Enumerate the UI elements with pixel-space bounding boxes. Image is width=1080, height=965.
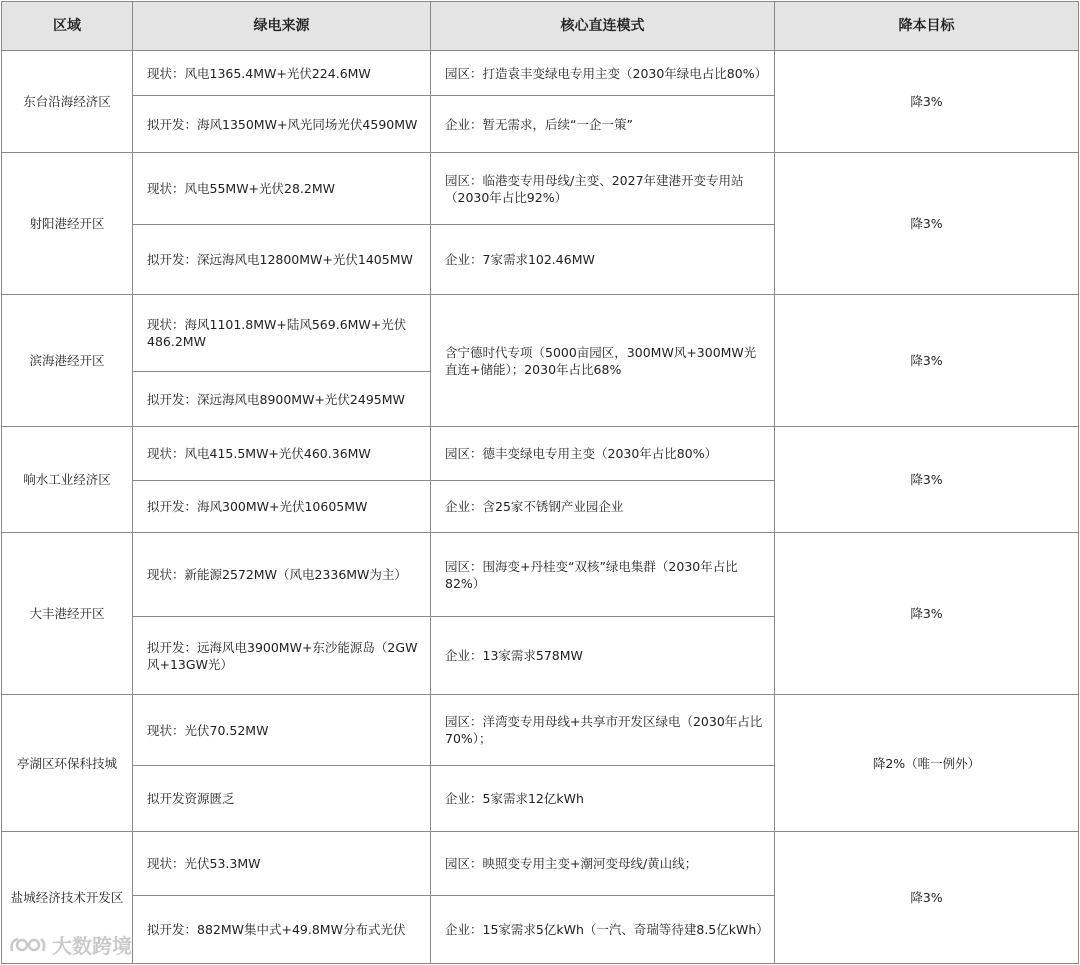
planned-source-cell: 拟开发：海风300MW+光伏10605MW xyxy=(133,481,431,533)
table-row xyxy=(2,153,1079,225)
table-row xyxy=(2,427,1079,481)
current-source-cell: 现状：新能源2572MW（风电2336MW为主） xyxy=(133,533,431,617)
header-source: 绿电来源 xyxy=(133,2,431,51)
current-source-cell: 现状：光伏70.52MW xyxy=(133,695,431,766)
goal-cell: 降2%（唯一例外） xyxy=(775,695,1079,832)
goal-cell: 降3% xyxy=(775,533,1079,695)
planned-source-cell: 拟开发：深远海风电12800MW+光伏1405MW xyxy=(133,225,431,295)
goal-cell: 降3% xyxy=(775,153,1079,295)
region-cell: 响水工业经济区 xyxy=(2,427,133,533)
current-source-cell: 现状：风电415.5MW+光伏460.36MW xyxy=(133,427,431,481)
park-mode-cell: 园区：洋湾变专用母线+共享市开发区绿电（2030年占比70%）； xyxy=(431,695,775,766)
green-power-table xyxy=(1,1,1079,964)
table-row xyxy=(2,832,1079,896)
park-mode-cell: 园区：临港变专用母线/主变、2027年建港开变专用站（2030年占比92%） xyxy=(431,153,775,225)
region-cell: 亭湖区环保科技城 xyxy=(2,695,133,832)
enterprise-mode-cell: 企业：7家需求102.46MW xyxy=(431,225,775,295)
planned-source-cell: 拟开发：海风1350MW+风光同场光伏4590MW xyxy=(133,96,431,153)
goal-cell: 降3% xyxy=(775,832,1079,964)
enterprise-mode-cell: 企业：暂无需求，后续“一企一策” xyxy=(431,96,775,153)
park-mode-cell: 园区：围海变+丹桂变“双核”绿电集群（2030年占比82%） xyxy=(431,533,775,617)
region-cell: 盐城经济技术开发区 xyxy=(2,832,133,964)
watermark xyxy=(8,930,132,959)
enterprise-mode-cell: 企业：含25家不锈钢产业园企业 xyxy=(431,481,775,533)
park-mode-cell: 园区：映照变专用主变+潮河变母线/黄山线； xyxy=(431,832,775,896)
watermark-text: 大数跨境 xyxy=(52,934,132,958)
park-mode-cell: 园区：打造袁丰变绿电专用主变（2030年绿电占比80%） xyxy=(431,51,775,96)
header-mode: 核心直连模式 xyxy=(431,2,775,51)
enterprise-mode-cell: 企业：5家需求12亿kWh xyxy=(431,766,775,832)
planned-source-cell: 拟开发：远海风电3900MW+东沙能源岛（2GW风+13GW光） xyxy=(133,617,431,695)
table-row xyxy=(2,51,1079,96)
planned-source-cell: 拟开发资源匮乏 xyxy=(133,766,431,832)
current-source-cell: 现状：海风1101.8MW+陆风569.6MW+光伏486.2MW xyxy=(133,295,431,372)
region-cell: 滨海港经开区 xyxy=(2,295,133,427)
table-row xyxy=(2,695,1079,766)
park-mode-cell: 园区：德丰变绿电专用主变（2030年占比80%） xyxy=(431,427,775,481)
table-row xyxy=(2,295,1079,372)
goal-cell: 降3% xyxy=(775,427,1079,533)
table-row xyxy=(2,533,1079,617)
region-cell: 东台沿海经济区 xyxy=(2,51,133,153)
header-row xyxy=(2,2,1079,51)
planned-source-cell: 拟开发：882MW集中式+49.8MW分布式光伏 xyxy=(133,896,431,964)
combined-mode-cell: 含宁德时代专项（5000亩园区，300MW风+300MW光直连+储能）；2030年占比68% xyxy=(431,295,775,427)
goal-cell: 降3% xyxy=(775,295,1079,427)
goal-cell: 降3% xyxy=(775,51,1079,153)
enterprise-mode-cell: 企业：15家需求5亿kWh（一汽、奇瑞等待建8.5亿kWh） xyxy=(431,896,775,964)
planned-source-cell: 拟开发：深远海风电8900MW+光伏2495MW xyxy=(133,372,431,427)
watermark-logo-icon xyxy=(8,933,48,957)
current-source-cell: 现状：光伏53.3MW xyxy=(133,832,431,896)
region-cell: 大丰港经开区 xyxy=(2,533,133,695)
header-goal: 降本目标 xyxy=(775,2,1079,51)
current-source-cell: 现状：风电55MW+光伏28.2MW xyxy=(133,153,431,225)
current-source-cell: 现状：风电1365.4MW+光伏224.6MW xyxy=(133,51,431,96)
header-region: 区域 xyxy=(2,2,133,51)
enterprise-mode-cell: 企业：13家需求578MW xyxy=(431,617,775,695)
region-cell: 射阳港经开区 xyxy=(2,153,133,295)
